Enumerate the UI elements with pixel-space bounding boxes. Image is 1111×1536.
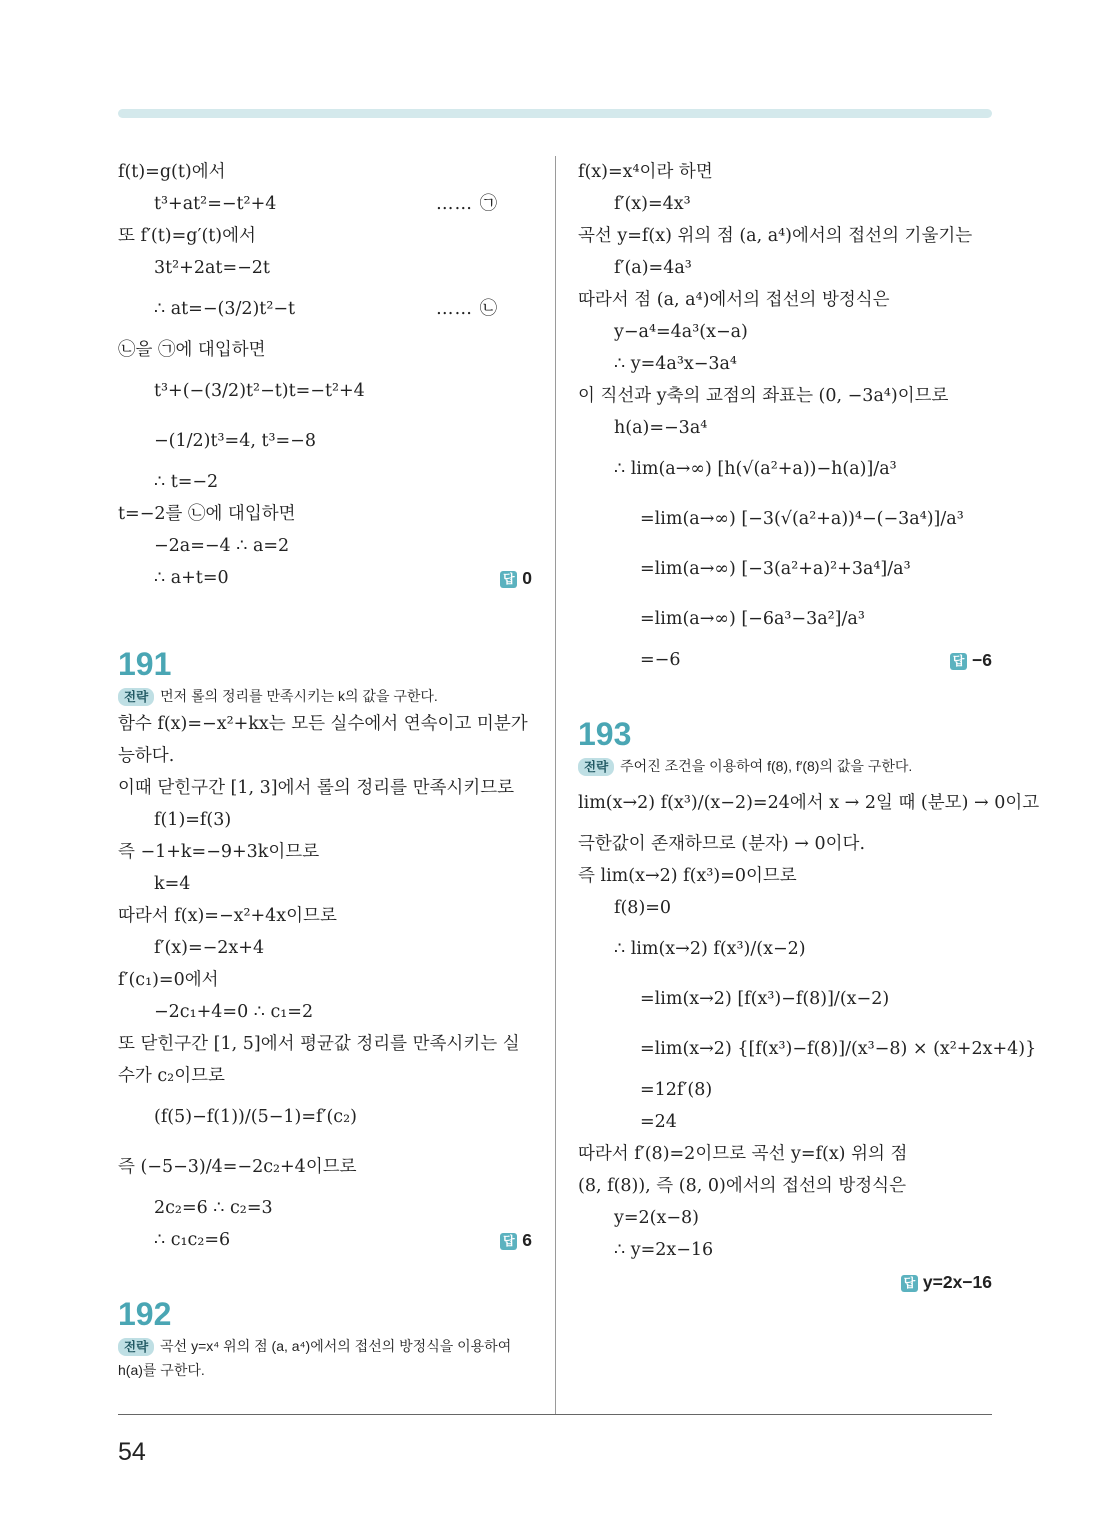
strategy-191: 전략 먼저 롤의 정리를 만족시키는 k의 값을 구한다. (118, 684, 534, 708)
solution-line: ∴ lim(a→∞) [h(√(a²+a))−h(a)]/a³ (614, 459, 897, 479)
solution-line: 곡선 y=f(x) 위의 점 (a, a⁴)에서의 접선의 기울기는 (578, 226, 973, 246)
solution-line: t³+(−(3/2)t²−t)t=−t²+4 (154, 381, 365, 401)
strategy-192: 전략 곡선 y=x⁴ 위의 점 (a, a⁴)에서의 접선의 방정식을 이용하여 h(a)를 구한다. (118, 1338, 512, 1378)
answer-icon: 답 (950, 653, 967, 670)
solution-line: f′(a)=4a³ (614, 258, 692, 278)
equation-tag: …… ㉡ (436, 299, 499, 319)
problem-number-191: 191 (118, 646, 172, 682)
spacer (578, 676, 994, 714)
solution-line: f(1)=f(3) (154, 810, 232, 830)
solution-line: 3t²+2at=−2t (154, 258, 270, 278)
solution-line: t³+at²=−t²+4 …… ㉠ (118, 188, 534, 220)
solution-line: =lim(a→∞) [−3(√(a²+a))⁴−(−3a⁴)]/a³ (640, 509, 964, 529)
solution-line: (f(5)−f(1))/(5−1)=f′(c₂) (154, 1107, 357, 1127)
answer-badge (500, 1224, 532, 1256)
solution-line: h(a)=−3a⁴ (614, 418, 708, 438)
solution-line: 즉 −1+k=−9+3k이므로 (118, 842, 320, 862)
page-number: 54 (118, 1438, 146, 1466)
spacer (118, 1256, 534, 1294)
solution-line: −2c₁+4=0 ∴ c₁=2 (154, 1002, 314, 1022)
answer-value: y=2x−16 (922, 1272, 992, 1292)
solution-line: k=4 (154, 874, 191, 894)
top-decorative-bar (118, 109, 992, 118)
solution-line: f′(x)=−2x+4 (154, 938, 265, 958)
equation-tag: …… ㉠ (436, 194, 499, 214)
solution-line: 이때 닫힌구간 [1, 3]에서 롤의 정리를 만족시키므로 (118, 778, 515, 798)
solution-line: 따라서 f(x)=−x²+4x이므로 (118, 906, 337, 926)
answer-value: −6 (972, 650, 992, 670)
column-divider (555, 156, 556, 1414)
solution-line: 이 직선과 y축의 교점의 좌표는 (0, −3a⁴)이므로 (578, 386, 949, 406)
solution-line: −(1/2)t³=4, t³=−8 (154, 431, 316, 451)
solution-line: =lim(x→2) [f(x³)−f(8)]/(x−2) (640, 989, 890, 1009)
answer-value: 0 (522, 568, 532, 588)
solution-line: y=2(x−8) (614, 1208, 700, 1228)
solution-line: ∴ t=−2 (154, 472, 219, 492)
answer-icon: 답 (500, 571, 517, 588)
solution-line: ∴ lim(x→2) f(x³)/(x−2) (614, 939, 806, 959)
strategy-193: 전략 주어진 조건을 이용하여 f(8), f′(8)의 값을 구한다. (578, 754, 994, 778)
solution-line: f′(x)=4x³ (614, 194, 691, 214)
solution-line: ㉡을 ㉠에 대입하면 (118, 340, 266, 360)
solution-line: ∴ y=4a³x−3a⁴ (614, 354, 737, 374)
solution-line: 2c₂=6 ∴ c₂=3 (154, 1198, 273, 1218)
solution-line (578, 1266, 994, 1298)
answer-badge (901, 1266, 992, 1298)
solution-line: ∴ y=2x−16 (614, 1240, 714, 1260)
problem-number-193: 193 (578, 716, 632, 752)
solution-line: f(x)=x⁴이라 하면 (578, 162, 713, 182)
solution-line: =lim(x→2) {[f(x³)−f(8)]/(x³−8) × (x²+2x+4)} (640, 1039, 1037, 1059)
footer-divider (118, 1414, 992, 1415)
solution-line: (8, f(8)), 즉 (8, 0)에서의 접선의 방정식은 (578, 1176, 906, 1196)
strategy-badge: 전략 (118, 688, 154, 706)
solution-line: y−a⁴=4a³(x−a) (614, 322, 748, 342)
solution-line: =lim(a→∞) [−3(a²+a)²+3a⁴]/a³ (640, 559, 911, 579)
solution-line: 따라서 f′(8)=2이므로 곡선 y=f(x) 위의 점 (578, 1144, 908, 1164)
solution-line: 극한값이 존재하므로 (분자) → 0이다. (578, 834, 866, 854)
strategy-badge: 전략 (578, 758, 614, 776)
solution-line: =−6 답 −6 (578, 644, 994, 676)
solution-line: t=−2를 ㉡에 대입하면 (118, 504, 296, 524)
solution-line: 즉 lim(x→2) f(x³)=0이므로 (578, 866, 797, 886)
solution-line: ∴ c₁c₂=6 답 6 (118, 1224, 534, 1256)
solution-line: f(8)=0 (614, 898, 672, 918)
answer-value: 6 (522, 1230, 532, 1250)
solution-line: 따라서 점 (a, a⁴)에서의 접선의 방정식은 (578, 290, 890, 310)
solution-line: 즉 (−5−3)/4=−2c₂+4이므로 (118, 1157, 357, 1177)
answer-icon: 답 (901, 1275, 918, 1292)
solution-line: lim(x→2) f(x³)/(x−2)=24에서 x → 2일 때 (분모) → 0이고 (578, 793, 1040, 813)
spacer (118, 594, 534, 644)
solution-line: −2a=−4 ∴ a=2 (154, 536, 290, 556)
left-column (118, 156, 534, 1382)
solution-line: f(t)=g(t)에서 (118, 162, 226, 182)
right-column (578, 156, 1040, 1298)
solution-line: =12f′(8) (640, 1080, 713, 1100)
answer-badge (500, 562, 532, 594)
solution-line: 또 f′(t)=g′(t)에서 (118, 226, 256, 246)
solution-line: ∴ at=−(3/2)t²−t …… ㉡ (118, 284, 534, 334)
solution-line: 함수 f(x)=−x²+kx는 모든 실수에서 연속이고 미분가능하다. (118, 714, 528, 766)
solution-line: ∴ a+t=0 답 0 (118, 562, 534, 594)
answer-badge (950, 644, 992, 676)
answer-icon: 답 (500, 1233, 517, 1250)
strategy-badge: 전략 (118, 1338, 154, 1356)
solution-line: 또 닫힌구간 [1, 5]에서 평균값 정리를 만족시키는 실수가 c₂이므로 (118, 1034, 520, 1086)
solution-line: =24 (640, 1112, 677, 1132)
solution-line: f′(c₁)=0에서 (118, 970, 219, 990)
problem-number-192: 192 (118, 1296, 172, 1332)
solution-line: =lim(a→∞) [−6a³−3a²]/a³ (640, 609, 865, 629)
